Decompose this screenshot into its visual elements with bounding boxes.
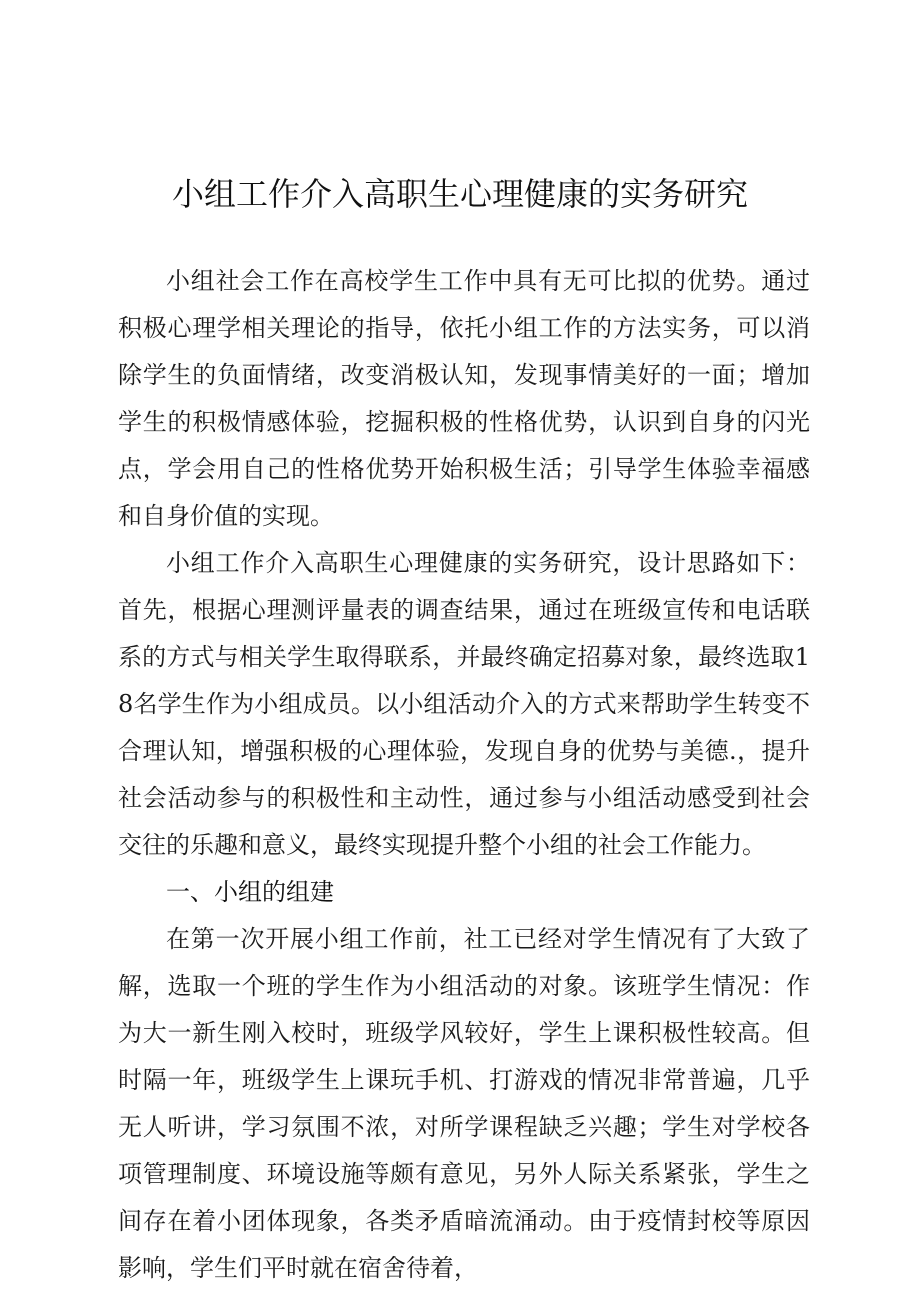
section-heading-group-formation: 一、小组的组建 <box>166 878 334 906</box>
paragraph-intro: 小组社会工作在高校学生工作中具有无可比拟的优势。通过积极心理学相关理论的指导，依托小组工作的方法实务，可以消除学生的负面情绪，改变消极认知，发现事情美好的一面；增加学生的积极情感体验，挖掘积极的性格优势，认识到自身的闪光点，学会用自己的性格优势开始积极生活；引导学生体验幸福感和自身价值的实现。 <box>118 267 810 530</box>
paragraph-group-formation: 在第一次开展小组工作前，社工已经对学生情况有了大致了解，选取一个班的学生作为小组活动的对象。该班学生情况：作为大一新生刚入校时，班级学风较好，学生上课积极性较高。但时隔一年，班级学生上课玩手机、打游戏的情况非常普遍，几乎无人听讲，学习氛围不浓，对所学课程缺乏兴趣；学生对学校各项管理制度、环境设施等颇有意见，另外人际关系紧张，学生之间存在着小团体现象，各类矛盾暗流涌动。由于疫情封校等原因影响，学生们平时就在宿舍待着， <box>118 925 810 1282</box>
document-body <box>118 258 810 1292</box>
paragraph-design: 小组工作介入高职生心理健康的实务研究，设计思路如下：首先，根据心理测评量表的调查结果，通过在班级宣传和电话联系的方式与相关学生取得联系，并最终确定招募对象，最终选取18名学生作为小组成员。以小组活动介入的方式来帮助学生转变不合理认知，增强积极的心理体验，发现自身的优势与美德.，提升社会活动参与的积极性和主动性，通过参与小组活动感受到社会交往的乐趣和意义，最终实现提升整个小组的社会工作能力。 <box>118 549 810 859</box>
document-title: 小组工作介入高职生心理健康的实务研究 <box>171 175 748 213</box>
